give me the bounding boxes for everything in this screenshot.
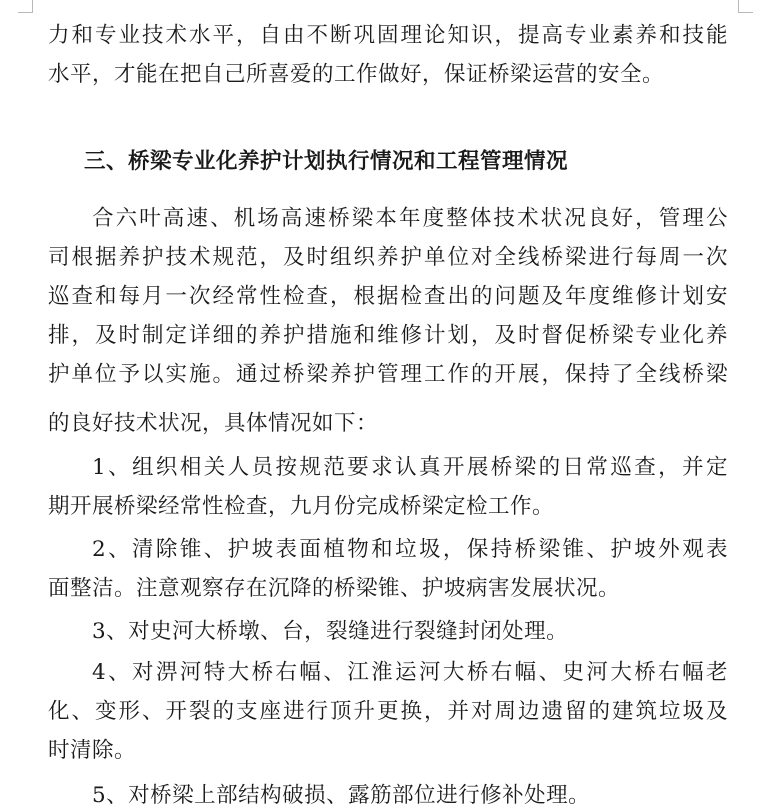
list-item-line: 4、对淠河特大桥右幅、江淮运河大桥右幅、史河大桥右幅老 (92, 660, 728, 685)
page-corner-mark-right (738, 0, 753, 13)
text-line: 的良好技术状况，具体情况如下： (48, 411, 379, 436)
list-item-line: 时清除。 (48, 738, 137, 763)
list-item-line: 3、对史河大桥墩、台，裂缝进行裂缝封闭处理。 (92, 619, 569, 644)
section-heading: 三、桥梁专业化养护计划执行情况和工程管理情况 (84, 149, 569, 174)
list-item-line: 2、清除锥、护坡表面植物和垃圾，保持桥梁锥、护坡外观表 (92, 537, 728, 562)
text-line: 合六叶高速、机场高速桥梁本年度整体技术状况良好，管理公 (92, 206, 728, 231)
text-line: 水平，才能在把自己所喜爱的工作做好，保证桥梁运营的安全。 (48, 62, 665, 87)
text-line: 巡查和每月一次经常性检查，根据检查出的问题及年度维修计划安 (48, 284, 728, 309)
text-line: 排，及时制定详细的养护措施和维修计划，及时督促桥梁专业化养 (48, 323, 728, 348)
list-item-line: 期开展桥梁经常性检查，九月份完成桥梁定检工作。 (48, 494, 555, 519)
list-item-line: 化、变形、开裂的支座进行顶升更换，并对周边遗留的建筑垃圾及 (48, 699, 728, 724)
page-corner-mark-left (18, 0, 33, 13)
list-item-line: 面整洁。注意观察存在沉降的桥梁锥、护坡病害发展状况。 (48, 576, 621, 601)
text-line: 司根据养护技术规范，及时组织养护单位对全线桥梁进行每周一次 (48, 245, 728, 270)
list-item-line: 1、组织相关人员按规范要求认真开展桥梁的日常巡查，并定 (92, 455, 728, 480)
text-line: 力和专业技术水平，自由不断巩固理论知识，提高专业素养和技能 (48, 23, 728, 48)
text-line: 护单位予以实施。通过桥梁养护管理工作的开展，保持了全线桥梁 (48, 362, 728, 387)
list-item-line: 5、对桥梁上部结构破损、露筋部位进行修补处理。 (92, 783, 591, 808)
